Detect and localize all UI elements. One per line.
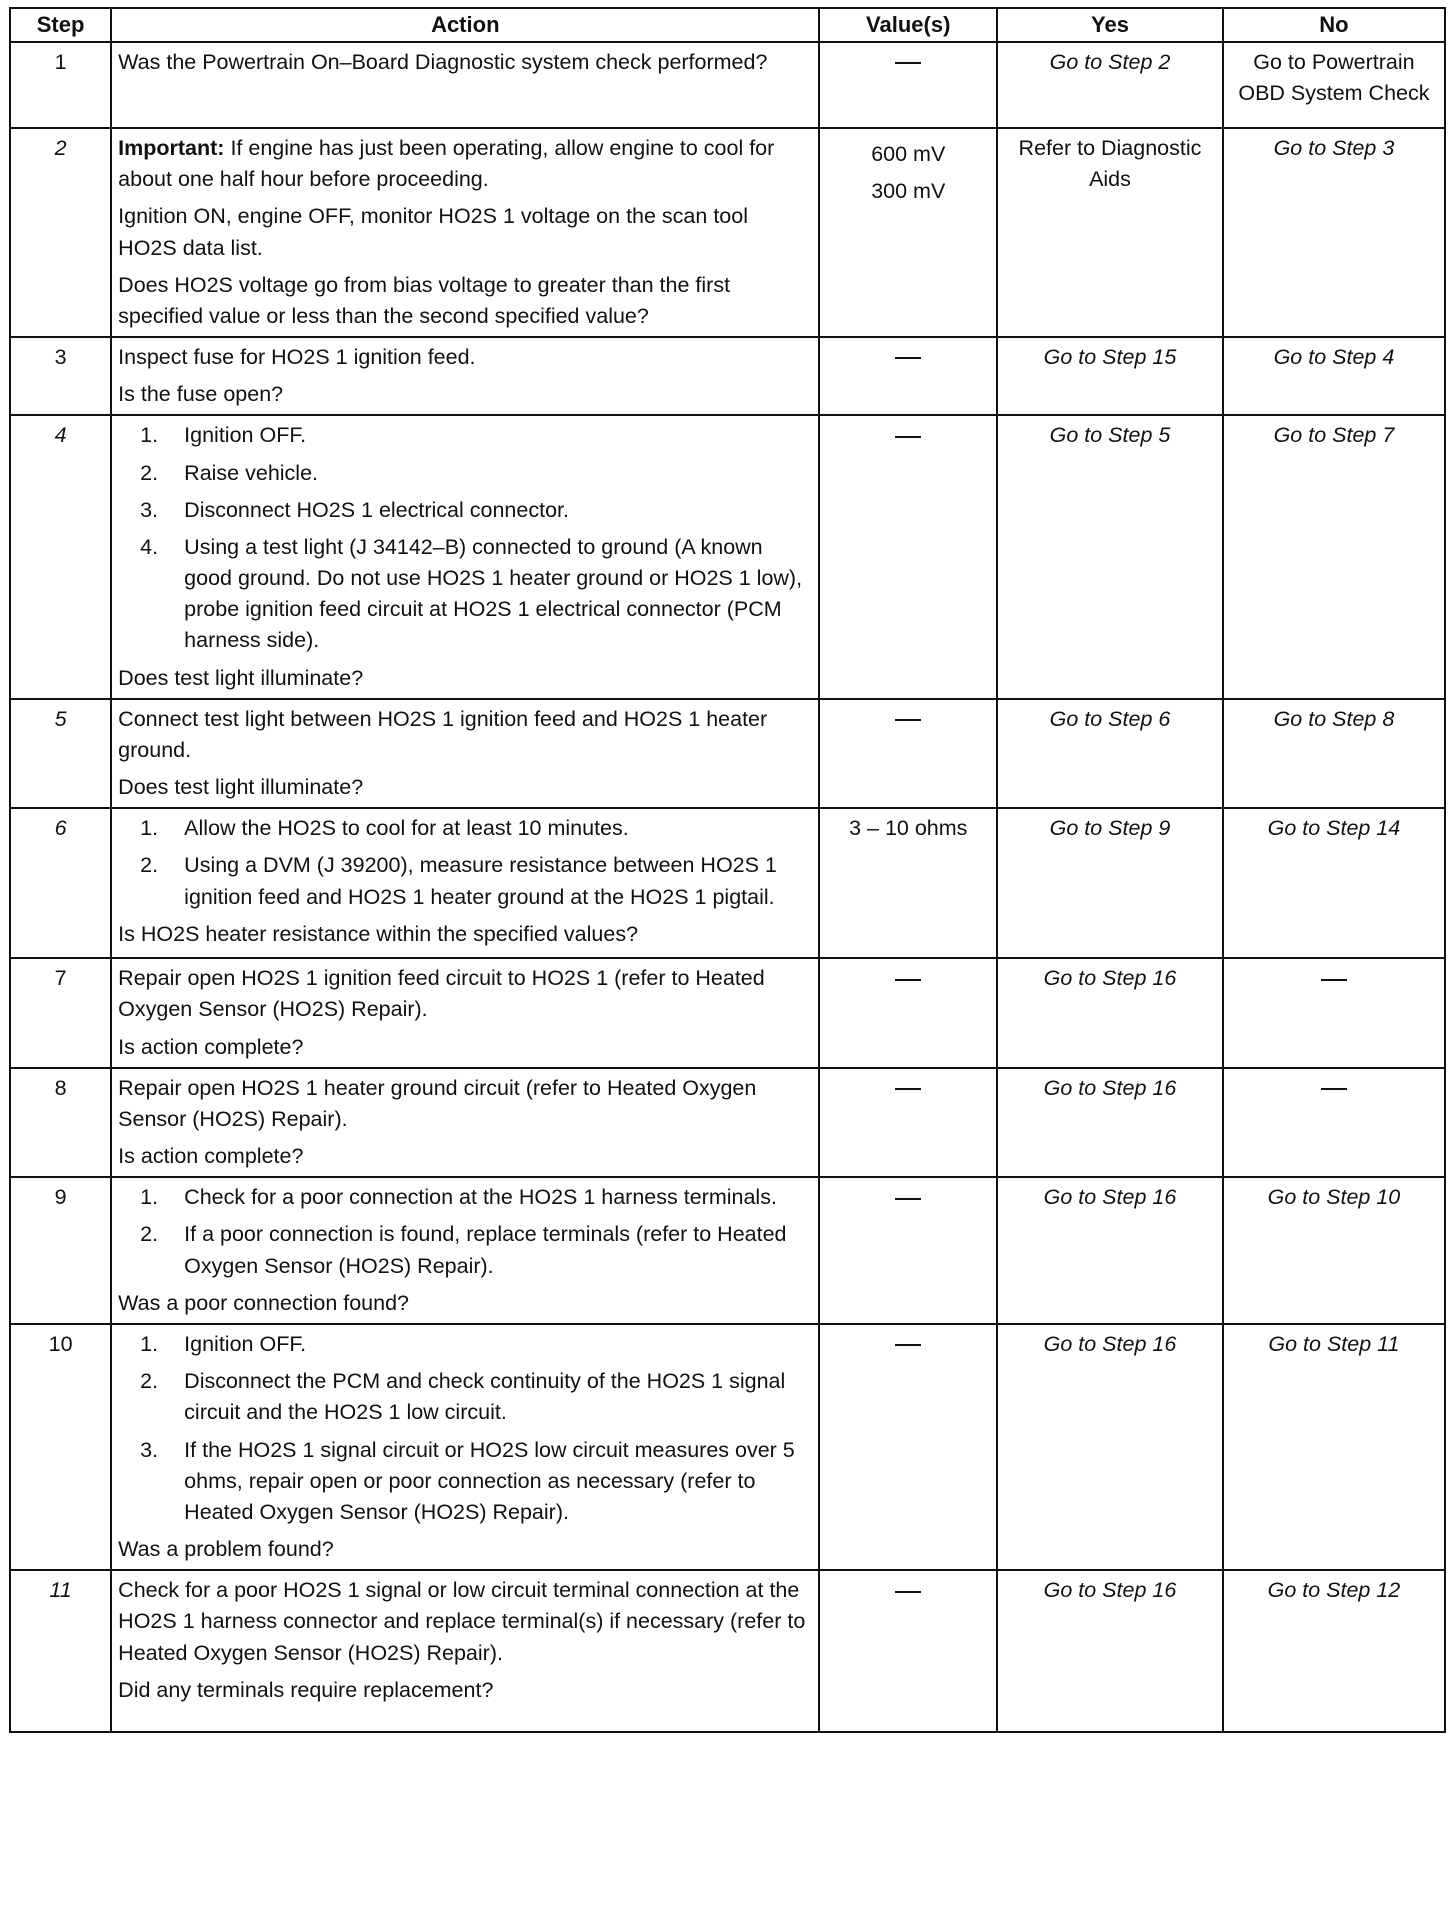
yes-text: Go to Step 15	[1043, 345, 1177, 370]
yes-text: Go to Step 9	[1049, 816, 1171, 841]
table-row	[10, 128, 1445, 337]
no-text: Go to Step 8	[1273, 706, 1395, 731]
action-text: Inspect fuse for HO2S 1 ignition feed.	[118, 345, 476, 370]
action-text: Is the fuse open?	[118, 382, 284, 407]
list-text: Allow the HO2S to cool for at least 10 minutes.	[184, 816, 629, 841]
action-cell	[111, 128, 819, 337]
action-text: Repair open HO2S 1 ignition feed circuit to HO2S 1 (refer to Heated Oxygen Sensor (HO2S) Repair).	[118, 966, 765, 1022]
values-dash	[895, 1088, 921, 1090]
action-text: Is action complete?	[118, 1144, 304, 1169]
action-list-item	[118, 813, 812, 844]
list-number: 1.	[140, 816, 159, 841]
list-text: If a poor connection is found, replace terminals (refer to Heated Oxygen Sensor (HO2S) Repair).	[184, 1222, 787, 1278]
list-text: Using a DVM (J 39200), measure resistance between HO2S 1 ignition feed and HO2S 1 heater ground at the HO2S 1 pigtail.	[184, 853, 777, 909]
yes-cell	[997, 1177, 1223, 1324]
yes-text: Go to Step 16	[1043, 1578, 1177, 1603]
action-text: Was the Powertrain On–Board Diagnostic system check performed?	[118, 50, 768, 74]
header-row	[10, 8, 1445, 42]
no-cell	[1223, 1177, 1445, 1324]
yes-text: Go to Step 5	[1049, 423, 1171, 448]
step-number: 6	[10, 808, 111, 958]
value-text: 300 mV	[871, 179, 946, 204]
no-text: Go to Step 12	[1267, 1578, 1401, 1603]
action-list-item	[118, 1182, 812, 1213]
table-row	[10, 958, 1445, 1068]
list-number: 1.	[140, 1185, 159, 1210]
table-row	[10, 337, 1445, 415]
no-text: Go to Step 11	[1268, 1331, 1400, 1356]
yes-text: Go to Step 16	[1043, 1075, 1177, 1100]
no-text: Go to Powertrain OBD System Check	[1238, 50, 1430, 106]
value-text: 3 – 10 ohms	[849, 816, 968, 841]
no-cell	[1223, 337, 1445, 415]
no-cell	[1223, 958, 1445, 1068]
table-row	[10, 415, 1445, 698]
action-cell	[111, 337, 819, 415]
header-values: Value(s)	[819, 8, 997, 42]
no-text: Go to Step 14	[1267, 816, 1401, 841]
action-list-item	[118, 1366, 812, 1428]
no-text: Go to Step 3	[1273, 136, 1395, 160]
action-text: Does HO2S voltage go from bias voltage to greater than the first specified value or less than the second specified value?	[118, 272, 731, 328]
list-number: 2.	[140, 1222, 159, 1247]
values-dash	[895, 1344, 921, 1346]
action-text: Does test light illuminate?	[118, 775, 364, 800]
important-note	[118, 133, 812, 195]
action-question: Does test light illuminate?	[118, 665, 364, 690]
no-text: Go to Step 4	[1273, 345, 1395, 370]
diagnostic-table	[9, 7, 1446, 1733]
no-dash	[1321, 1088, 1347, 1090]
no-cell	[1223, 42, 1445, 128]
yes-text: Refer to Diagnostic Aids	[1018, 136, 1202, 192]
values-cell	[819, 1068, 997, 1178]
yes-cell	[997, 808, 1223, 958]
action-cell	[111, 415, 819, 698]
step-number: 8	[10, 1068, 111, 1178]
action-text: Check for a poor HO2S 1 signal or low circuit terminal connection at the HO2S 1 harness connector and replace terminal(s) if necessary (refer to Heated Oxygen Sensor (HO2S) Repair).	[118, 1578, 806, 1665]
action-cell	[111, 1324, 819, 1570]
action-list-item	[118, 1219, 812, 1281]
values-dash	[895, 357, 921, 359]
list-text: Using a test light (J 34142–B) connected to ground (A known good ground. Do not use HO2S 1 heater ground or HO2S 1 low), probe ignition feed circuit at HO2S 1 electrical connector (PCM harness side).	[184, 534, 803, 653]
action-list-item	[118, 850, 812, 912]
action-text: Connect test light between HO2S 1 ignition feed and HO2S 1 heater ground.	[118, 706, 768, 762]
step-number: 9	[10, 1177, 111, 1324]
values-cell	[819, 699, 997, 809]
step-number: 10	[10, 1324, 111, 1570]
action-text: Repair open HO2S 1 heater ground circuit (refer to Heated Oxygen Sensor (HO2S) Repair).	[118, 1075, 757, 1131]
step-number: 5	[10, 699, 111, 809]
values-cell	[819, 1324, 997, 1570]
list-text: Ignition OFF.	[184, 1331, 307, 1356]
action-cell	[111, 808, 819, 958]
values-dash	[895, 1198, 921, 1200]
values-dash	[895, 436, 921, 438]
action-question: Is HO2S heater resistance within the specified values?	[118, 921, 639, 946]
list-number: 1.	[140, 423, 159, 448]
yes-text: Go to Step 6	[1049, 706, 1171, 731]
no-cell	[1223, 415, 1445, 698]
no-cell	[1223, 1324, 1445, 1570]
values-dash	[895, 62, 921, 64]
values-cell	[819, 808, 997, 958]
table-row	[10, 699, 1445, 809]
list-number: 2.	[140, 460, 159, 485]
step-number: 1	[10, 42, 111, 128]
values-cell	[819, 42, 997, 128]
no-dash	[1321, 979, 1347, 981]
action-list-item	[118, 1329, 812, 1360]
list-text: Ignition OFF.	[184, 423, 307, 448]
action-list-item	[118, 458, 812, 489]
no-text: Go to Step 7	[1273, 423, 1395, 448]
list-number: 2.	[140, 853, 159, 878]
no-cell	[1223, 128, 1445, 337]
values-dash	[895, 1591, 921, 1593]
action-text: Ignition ON, engine OFF, monitor HO2S 1 voltage on the scan tool HO2S data list.	[118, 204, 748, 260]
yes-cell	[997, 42, 1223, 128]
values-cell	[819, 337, 997, 415]
no-text: Go to Step 10	[1267, 1185, 1401, 1210]
action-list-item	[118, 532, 812, 657]
action-list-item	[118, 420, 812, 451]
list-text: Disconnect HO2S 1 electrical connector.	[184, 497, 569, 522]
list-number: 1.	[140, 1331, 159, 1356]
header-yes: Yes	[997, 8, 1223, 42]
values-dash	[895, 979, 921, 981]
yes-text: Go to Step 16	[1043, 966, 1177, 991]
list-number: 4.	[140, 534, 159, 559]
important-text: If engine has just been operating, allow engine to cool for about one half hour before proceeding.	[118, 136, 775, 192]
table-row	[10, 1068, 1445, 1178]
step-number: 7	[10, 958, 111, 1068]
yes-cell	[997, 1068, 1223, 1178]
action-cell	[111, 1570, 819, 1732]
action-question: Was a problem found?	[118, 1537, 334, 1562]
yes-cell	[997, 128, 1223, 337]
action-cell	[111, 1068, 819, 1178]
action-cell	[111, 42, 819, 128]
action-cell	[111, 699, 819, 809]
header-no: No	[1223, 8, 1445, 42]
values-cell	[819, 415, 997, 698]
no-cell	[1223, 1068, 1445, 1178]
yes-cell	[997, 1324, 1223, 1570]
yes-cell	[997, 415, 1223, 698]
table-row	[10, 1324, 1445, 1570]
yes-cell	[997, 958, 1223, 1068]
action-list-item	[118, 1435, 812, 1529]
list-text: Disconnect the PCM and check continuity of the HO2S 1 signal circuit and the HO2S 1 low circuit.	[184, 1369, 786, 1425]
action-text: Is action complete?	[118, 1034, 304, 1059]
action-cell	[111, 958, 819, 1068]
action-text: Did any terminals require replacement?	[118, 1677, 494, 1702]
action-cell	[111, 1177, 819, 1324]
no-cell	[1223, 1570, 1445, 1732]
table-row	[10, 1177, 1445, 1324]
table-header	[10, 8, 1445, 42]
values-cell	[819, 1570, 997, 1732]
list-number: 3.	[140, 497, 159, 522]
table-row	[10, 808, 1445, 958]
list-text: If the HO2S 1 signal circuit or HO2S low circuit measures over 5 ohms, repair open or poor connection as necessary (refer to Heated Oxygen Sensor (HO2S) Repair).	[184, 1437, 795, 1524]
yes-text: Go to Step 16	[1043, 1331, 1177, 1356]
step-number: 11	[10, 1570, 111, 1732]
values-cell	[819, 1177, 997, 1324]
yes-cell	[997, 699, 1223, 809]
list-number: 3.	[140, 1437, 159, 1462]
step-number: 4	[10, 415, 111, 698]
yes-text: Go to Step 16	[1043, 1185, 1177, 1210]
values-cell	[819, 128, 997, 337]
values-cell	[819, 958, 997, 1068]
no-cell	[1223, 699, 1445, 809]
important-label: Important:	[118, 136, 225, 160]
table-body	[10, 42, 1445, 1732]
action-list-item	[118, 495, 812, 526]
yes-cell	[997, 1570, 1223, 1732]
list-number: 2.	[140, 1369, 159, 1394]
yes-cell	[997, 337, 1223, 415]
header-action: Action	[111, 8, 819, 42]
no-cell	[1223, 808, 1445, 958]
table-row	[10, 1570, 1445, 1732]
step-number: 2	[10, 128, 111, 337]
list-text: Check for a poor connection at the HO2S 1 harness terminals.	[184, 1185, 777, 1210]
action-question: Was a poor connection found?	[118, 1290, 410, 1315]
step-number: 3	[10, 337, 111, 415]
header-step: Step	[10, 8, 111, 42]
values-dash	[895, 719, 921, 721]
yes-text: Go to Step 2	[1049, 50, 1171, 74]
table-row	[10, 42, 1445, 128]
value-text: 600 mV	[871, 142, 946, 166]
list-text: Raise vehicle.	[184, 460, 319, 485]
